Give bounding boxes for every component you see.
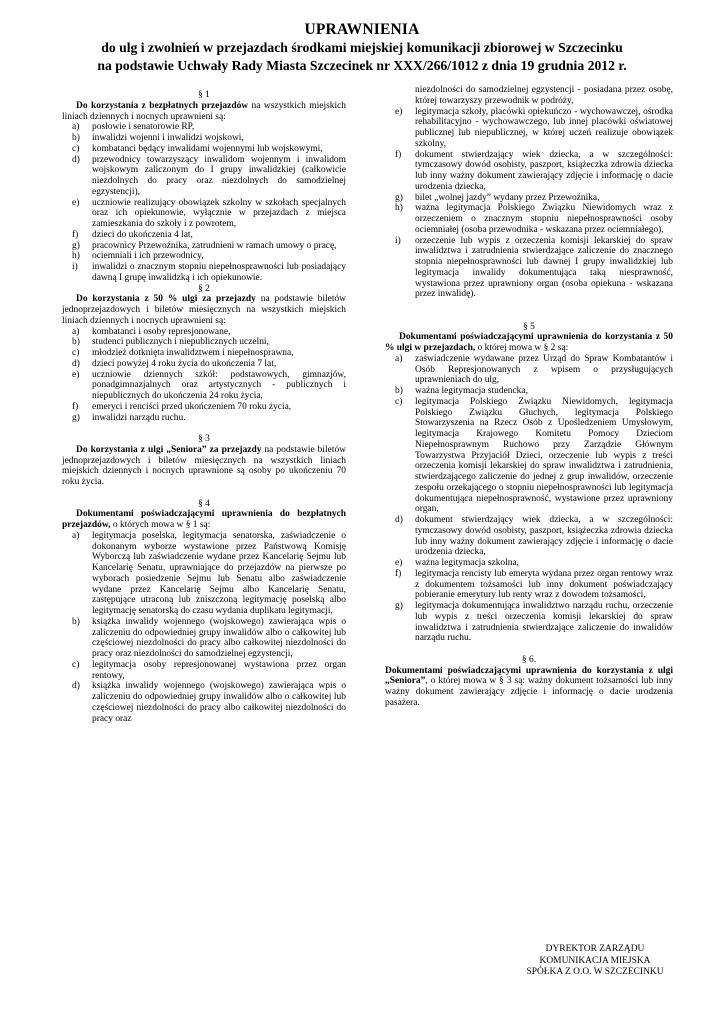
signature-line-3: SPÓŁKA Z O.O. W SZCZECINKU [526,967,664,977]
list-text: uczniowie dziennych szkół: podstawowych, gimnazjów, ponadgimnazjalnych oraz artystycznych - publicznych i niepublicznych do ukończenia 24 roku życia, [92,369,346,401]
list-letter: b) [72,337,80,348]
section-4-list [62,531,346,725]
list-text: kombatanci i osoby represjonowane, [92,326,231,337]
list-item [385,203,673,235]
list-text: ważna legitymacja Polskiego Związku Niewidomych wraz z orzeczeniem o znacznym stopniu niepełnosprawności osoby ociemniałej (osoba przewodnika - wskazana przez ociemniałego), [415,203,673,235]
list-letter: b) [72,616,80,627]
list-text: legitymacja szkoły, placówki opiekuńczo - wychowawczej, ośrodka rehabilitacyjno - wychowawczego, lub innej placówki oświatowej publicznej lub niepublicznej, w której uczeń realizuje obowiązek szkolny, [415,106,673,149]
list-letter: d) [72,681,80,692]
list-item [385,515,673,558]
left-column [62,90,346,724]
list-letter: g) [395,601,403,611]
list-item [385,569,673,601]
section-3-intro-text: na podstawie biletów jednoprzejazdowych i biletów miesięcznych na wszystkich liniach miejskich dziennych i nocnych uprawnione są osoby po ukończeniu 70 roku życia. [62,444,346,487]
list-item [62,155,346,198]
section-4-heading: § 4 [198,498,210,509]
list-item [62,133,346,144]
list-letter: h) [72,251,80,262]
list-letter: e) [395,558,403,568]
list-item [62,230,346,241]
section-2-intro [62,294,346,326]
document-title: UPRAWNIENIA [304,21,420,38]
document-subtitle-line-2: na podstawie Uchwały Rady Miasta Szczecinek nr XXX/266/1012 z dnia 19 grudnia 2012 r. [97,58,627,73]
section-2-list [62,327,346,424]
list-text: bilet „wolnej jazdy” wydany przez Przewoźnika, [415,192,600,203]
list-letter: h) [395,203,403,214]
list-text: ociemniali i ich przewodnicy, [92,251,204,262]
list-letter: b) [395,386,403,396]
list-text: książka inwalidy wojennego (wojskowego) zawierająca wpis o zaliczeniu do odpowiedniej grupy inwalidów albo o całkowitej lub częściowej niezdolności do pracy albo całkowitej niezdolności do pracy oraz niezdolności do samodzielnej egzystencji, [92,616,346,659]
list-item [62,681,346,724]
list-letter: c) [72,659,80,670]
section-2-intro-bold: Do korzystania z 50 % ulgi za przejazdy [76,294,256,305]
section-1-intro-bold: Do korzystania z bezpłatnych przejazdów [76,100,249,111]
section-5-list [385,354,673,644]
list-text: legitymacja osoby represjonowanej wystawiona przez organ rentowy, [92,659,346,681]
section-3-intro-bold: Do korzystania z ulgi „Seniora” za przejazdy [76,444,262,455]
list-item [385,354,673,386]
list-letter: f) [395,149,402,160]
section-1-heading: § 1 [198,90,210,100]
list-item [62,359,346,370]
list-item [62,241,346,252]
list-text: młodzież dotknięta inwalidztwem i niepełnosprawna, [92,348,294,358]
list-item [62,531,346,617]
list-text: dokument stwierdzający wiek dziecka, a w szczególności: tymczasowy dowód osobisty, paszport, książeczka zdrowia dziecka lub inny ważny dokument zawierający zdjęcie i informację o dacie urodzenia dziecka, [415,515,673,558]
list-letter: d) [72,154,80,165]
list-text: inwalidzi narządu ruchu. [92,412,186,423]
list-text: posłowie i senatorowie RP, [92,122,195,133]
section-6-heading: § 6. [521,654,537,665]
list-item [62,262,346,284]
list-item [385,386,673,397]
section-3-intro [62,445,346,488]
list-letter: g) [72,240,80,251]
list-text: książka inwalidy wojennego (wojskowego) zawierająca wpis o zaliczeniu do odpowiedniej grupy inwalidów albo o całkowitej lub częściowej niezdolności do pracy albo całkowitej niezdolności do pracy oraz [92,681,346,724]
list-text: legitymacja Polskiego Związku Niewidomych, legitymacja Polskiego Związku Głuchych, legitymacja Polskiego Stowarzyszenia na Rzecz Osób z Upośledzeniem Umysłowym, legitymacja Krajowego Komitetu Pomocy Dzieciom Niepełnosprawnym Ruchowo przy Zarządzie Głównym Towarzystwa Przyjaciół Dzieci, orzeczenie lub wypis z treści orzeczenia komisji lekarskiej do spraw inwalidztwa i zatrudnienia, stwierdzającego zaliczenie do jednej z grup inwalidów, orzeczenie zespołu orzekającego o stopniu niepełnosprawności lub legitymacja dokumentująca niepełnosprawność, wystawione przez uprawniony organ, [415,396,673,515]
list-letter: e) [395,106,403,117]
signature-line-2: KOMUNIKACJA MIEJSKA [539,955,651,966]
list-text: inwalidzi wojenni i inwalidzi wojskowi, [92,133,244,143]
list-text: dokument stwierdzający wiek dziecka, a w szczególności: tymczasowy dowód osobisty, paszport, książeczka zdrowia dziecka lub inny ważny dokument zawierający zdjęcie i informację o dacie urodzenia dziecka, [415,149,673,192]
list-letter: g) [72,412,80,423]
list-text: uczniowie realizujący obowiązek szkolny w szkołach specjalnych oraz ich opiekunowie, wyłącznie w przejazdach z miejsca zamieszkania do szkoły i z powrotem, [92,197,346,229]
list-text: ważna legitymacja szkolna, [415,558,520,568]
section-2-intro-text: na podstawie biletów jednoprzejazdowych i biletów miesięcznych na wszystkich miejskich liniach dziennych i nocnych uprawnieni są: [62,294,346,326]
list-item [385,150,673,193]
list-text: zaświadczenie wydawane przez Urząd do Spraw Kombatantów i Osób Represjonowanych z wpisem o przysługujących uprawnieniach do ulg, [415,353,673,386]
section-1-intro [62,101,346,123]
signature-line-1: DYREKTOR ZARZĄDU [545,944,645,954]
right-column [385,85,673,709]
list-item [62,660,346,682]
list-item [385,236,673,301]
list-item [385,397,673,515]
list-text: dzieci do ukończenia 4 lat, [92,229,193,240]
list-letter: f) [72,229,79,240]
list-letter: a) [72,326,80,337]
section-4-continued-text: niezdolności do samodzielnej egzystencji - posiadana przez osobę, której towarzyszy przewodnik w podróży, [415,85,673,106]
list-letter: e) [72,369,80,380]
list-letter: f) [395,568,402,579]
list-letter: c) [395,396,403,407]
list-text: dzieci powyżej 4 roku życia do ukończenia 7 lat, [92,358,277,369]
section-4-intro-text: o których mowa w § 1 są: [110,520,211,530]
list-text: studenci publicznych i niepublicznych uczelni, [92,337,269,348]
section-4-intro [62,509,346,531]
section-5-intro [385,332,673,354]
section-4-list-continued [385,107,673,301]
document-header [20,20,704,75]
list-text: kombatanci będący inwalidami wojennymi lub wojskowymi, [92,143,323,154]
section-1-list [62,122,346,283]
list-letter: a) [72,530,80,541]
section-5-intro-bold: Dokumentami poświadczającymi uprawnienia do korzystania z 50 % ulgi w przejazdach, [385,332,673,353]
list-item [62,144,346,155]
list-item [62,122,346,133]
list-text: ważna legitymacja studencka, [415,386,528,396]
list-letter: i) [395,235,401,246]
list-text: legitymacja rencisty lub emeryta wydana przez organ rentowy wraz z dokumentem tożsamości lub inny dokument poświadczający pobieranie emerytury lub renty wraz z dowodem tożsamości, [415,568,673,601]
list-item [62,402,346,413]
list-letter: i) [72,262,78,272]
list-letter: d) [72,358,80,369]
list-letter: g) [395,192,403,203]
list-letter: c) [72,348,80,358]
section-5-intro-text: o której mowa w § 2 są: [475,343,569,353]
list-letter: e) [72,197,80,208]
list-item [62,251,346,262]
section-1-intro-text: na wszystkich miejskich liniach dziennych i nocnych uprawnieni są: [62,100,346,122]
list-item [385,193,673,204]
list-item [62,348,346,359]
section-4-intro-bold: Dokumentami poświadczającymi uprawnienia do bezpłatnych przejazdów, [62,509,346,530]
list-letter: c) [72,143,80,154]
section-5-heading: § 5 [523,321,535,332]
list-item [62,413,346,424]
list-letter: f) [72,401,79,412]
section-2-heading: § 2 [198,283,210,294]
document-subtitle-line-1: do ulg i zwolnień w przejazdach środkami miejskiej komunikacji zbiorowej w Szczecinku [101,40,623,55]
list-text: inwalidzi o znacznym stopniu niepełnosprawności lub posiadający dawną I grupę inwalidzką i ich opiekunowie. [92,262,346,283]
list-text: pracownicy Przewoźnika, zatrudnieni w ramach umowy o pracę, [92,240,337,251]
list-text: przewodnicy towarzyszący inwalidom wojennym i inwalidom wojskowym zaliczonym do I grupy inwalidzkiej (całkowicie niezdolnych do pracy oraz niezdolnych do samodzielnej egzystencji), [92,154,346,197]
list-item [385,558,673,569]
list-letter: a) [72,122,80,133]
list-letter: d) [395,515,403,525]
list-item [62,327,346,338]
section-6-intro-text: , o której mowa w § 3 są: ważny dokument tożsamości lub inny ważny dokument zawierający zdjęcie i informację o dacie urodzenia pasażera. [385,676,673,708]
list-item [62,370,346,402]
list-text: emeryci i renciści przed ukończeniem 70 roku życia, [92,401,292,412]
list-item [385,107,673,150]
section-6-intro-bold: Dokumentami poświadczającymi uprawnienia do korzystania z ulgi „Seniora” [385,665,673,687]
list-item [62,617,346,660]
list-text: legitymacja poselska, legitymacja senatorska, zaświadczenie o dokonanym wyborze wystawione przez Państwową Komisję Wyborczą lub zaświadczenie wydane przez Kancelarię Sejmu lub Kancelarię Senatu, uprawniające do przejazdów na pierwsze po wyborach posiedzenie Sejmu lub Senatu albo zaświadczenie wydane przez Kancelarię Sejmu albo Kancelarię Senatu, zastępujące utraconą lub zniszczoną legitymację poselską albo legitymację senatorską do czasu wydania duplikatu legitymacji, [92,530,346,616]
section-3-heading: § 3 [198,434,210,444]
signature-block [462,944,724,979]
list-text: legitymacja dokumentująca inwalidztwo narządu ruchu, orzeczenie lub wypis z treści orzeczenia komisji lekarskiej do spraw inwalidztwa i zatrudnienia stwierdzające zaliczenie do inwalidów narządu ruchu. [415,601,673,644]
list-item [62,337,346,348]
list-letter: a) [395,353,403,364]
list-item [385,601,673,644]
section-6-intro [385,666,673,709]
list-item [62,198,346,230]
list-letter: b) [72,133,80,143]
list-text: orzeczenie lub wypis z orzeczenia komisji lekarskiej do spraw inwalidztwa i zatrudnienia stwierdzające zaliczenie do znacznego stopnia niepełnosprawności lub dawnej I grupy inwalidzkiej lub legitymacja inwalidy dokumentująca taką niesprawność, wystawiona przez uprawniony organ (osoba opiekuna - wskazana przez inwalidę). [415,235,673,300]
